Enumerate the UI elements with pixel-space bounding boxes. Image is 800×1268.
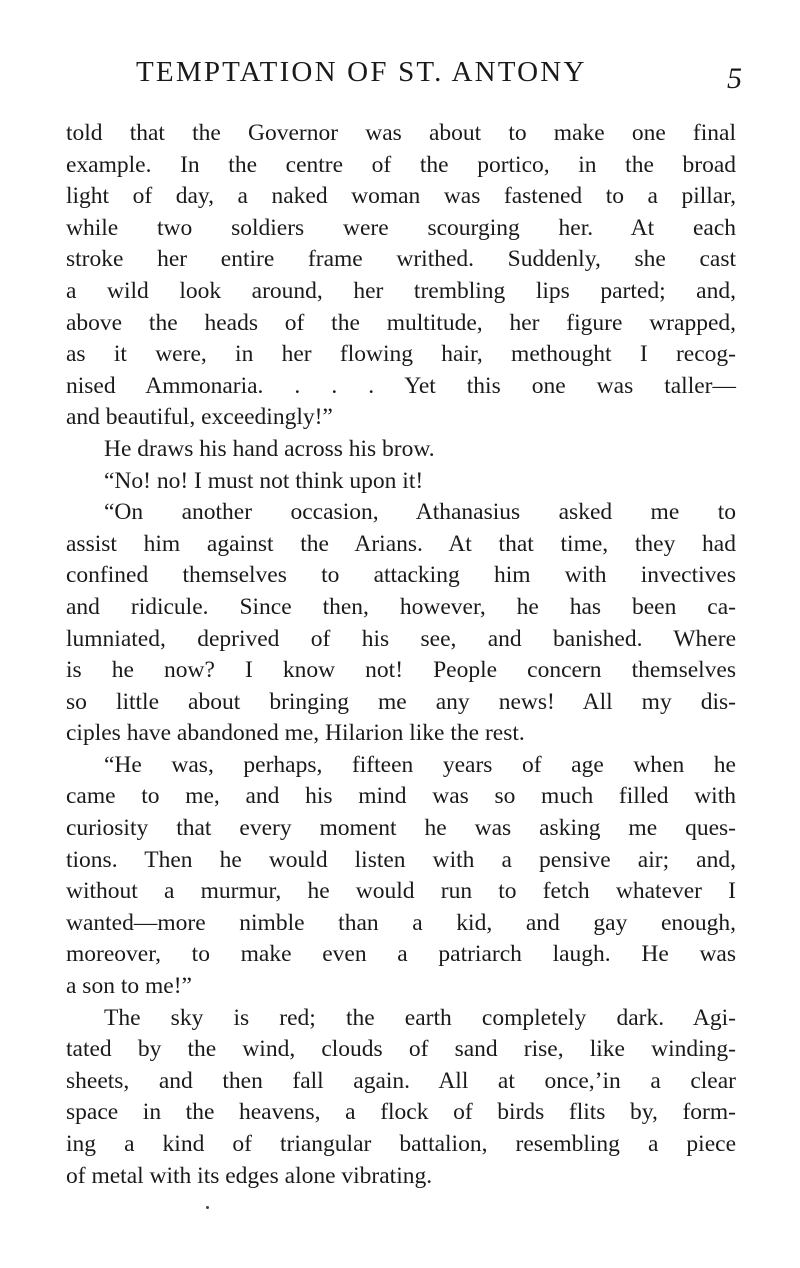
text-line: came to me, and his mind was so much filled with <box>66 783 736 810</box>
text-line: of metal with its edges alone vibrating. <box>66 1162 433 1189</box>
text-line: a wild look around, her trembling lips parted; and, <box>66 277 736 304</box>
text-line: space in the heavens, a flock of birds flits by, form- <box>66 1099 736 1126</box>
text-line: example. In the centre of the portico, in the broad <box>66 151 736 178</box>
text-line: ciples have abandoned me, Hilarion like the rest. <box>66 720 525 747</box>
text-line: He draws his hand across his brow. <box>104 435 435 462</box>
text-line: confined themselves to attacking him with invectives <box>66 562 736 589</box>
text-line: a son to me!” <box>66 973 192 1000</box>
text-line: told that the Governor was about to make one final <box>66 120 736 146</box>
text-line: while two soldiers were scourging her. At each <box>66 214 736 241</box>
text-line: moreover, to make even a patriarch laugh. He was <box>66 941 736 968</box>
text-line: sheets, and then fall again. All at once,’in a clear <box>66 1067 736 1094</box>
text-line: wanted—more nimble than a kid, and gay enough, <box>66 909 736 936</box>
body-text <box>66 118 736 1192</box>
text-line: stroke her entire frame writhed. Suddenly, she cast <box>66 246 736 273</box>
text-line: so little about bringing me any news! All my dis- <box>66 688 736 715</box>
text-line: without a murmur, he would run to fetch whatever I <box>66 878 736 905</box>
text-line: nised Ammonaria. . . . Yet this one was taller— <box>66 372 736 399</box>
page-header <box>66 56 742 96</box>
page-number: 5 <box>727 62 742 95</box>
text-line: and beautiful, exceedingly!” <box>66 404 333 431</box>
text-line: “No! no! I must not think upon it! <box>104 467 424 494</box>
text-line: as it were, in her flowing hair, methought I recog- <box>66 341 736 368</box>
text-line: The sky is red; the earth completely dark. Agi- <box>104 1004 736 1031</box>
text-line: lumniated, deprived of his see, and banished. Where <box>66 625 736 652</box>
text-line: above the heads of the multitude, her figure wrapped, <box>66 309 736 336</box>
text-line: tions. Then he would listen with a pensive air; and, <box>66 846 736 873</box>
text-line: ing a kind of triangular battalion, resembling a piece <box>66 1131 736 1157</box>
text-line: “On another occasion, Athanasius asked me to <box>104 499 736 526</box>
text-line: tated by the wind, clouds of sand rise, like winding- <box>66 1036 736 1063</box>
text-line: assist him against the Arians. At that time, they had <box>66 530 736 557</box>
text-line: is he now? I know not! People concern themselves <box>66 657 736 684</box>
text-line: curiosity that every moment he was asking me ques- <box>66 815 736 842</box>
text-line: and ridicule. Since then, however, he has been ca- <box>66 593 736 620</box>
print-speck <box>206 1206 209 1209</box>
text-line: light of day, a naked woman was fastened to a pillar, <box>66 183 736 210</box>
running-title: TEMPTATION OF ST. ANTONY <box>136 56 587 88</box>
text-line: “He was, perhaps, fifteen years of age when he <box>104 751 736 778</box>
